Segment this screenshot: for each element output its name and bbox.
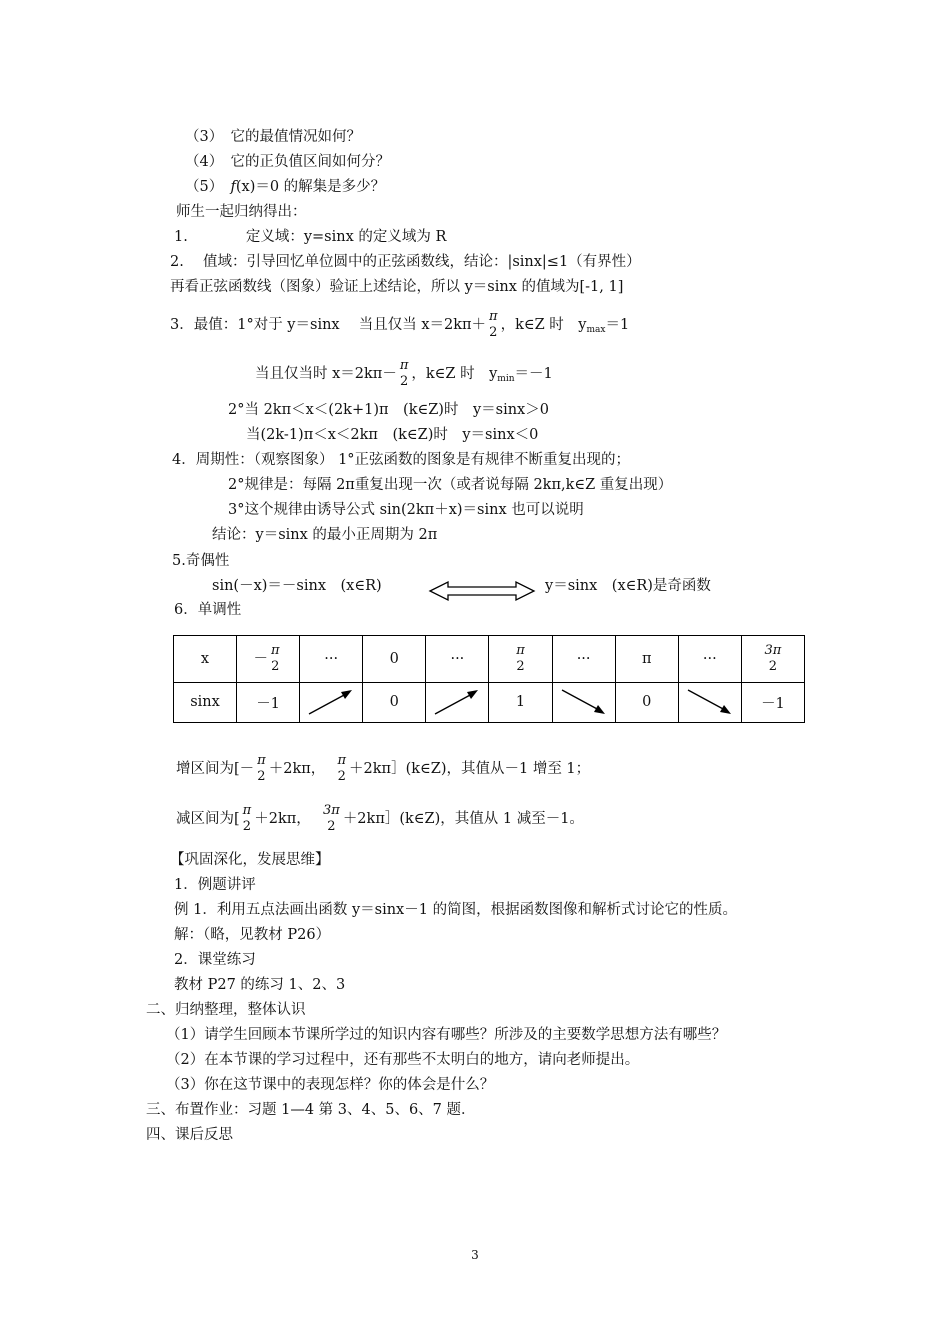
question-5-f: f (230, 179, 236, 195)
fraction-den: 2 (516, 658, 525, 674)
cell-dots: ··· (678, 636, 741, 683)
decreasing-interval-line (176, 800, 584, 838)
positive-interval-line: 2°当 2kπ＜x＜(2k+1)π (k∈Z)时 y＝sinx＞0 (228, 402, 549, 418)
cell-3pi-over-2 (741, 636, 804, 683)
cell-minus: － (253, 650, 269, 667)
fraction-3pi-over-2 (322, 803, 341, 835)
fraction-num: 3π (764, 642, 782, 658)
summary-item-2: （2）在本节课的学习过程中，还有那些不太明白的地方，请向老师提出。 (166, 1052, 640, 1068)
min-subscript: min (497, 374, 515, 384)
min-line (255, 355, 553, 398)
cell-decreasing (678, 682, 741, 722)
inc-text-a: 增区间为[－ (176, 761, 255, 777)
question-5-text: (x)＝0 的解集是多少？ (235, 179, 386, 195)
cell-decreasing (552, 682, 615, 722)
cell-minus-one: －1 (237, 682, 300, 722)
fraction-pi-over-2 (242, 803, 253, 835)
cell-pi: π (615, 636, 678, 683)
inc-text-b: ＋2kπ， (268, 761, 326, 777)
fraction-den: 2 (489, 325, 498, 340)
parity-left: sin(－x)＝－sinx (x∈R) (212, 578, 382, 594)
example-solution: 解：（略，见教材 P26） (174, 927, 331, 943)
fraction-pi-over-2 (515, 643, 526, 675)
fraction-num: π (242, 803, 252, 818)
increasing-interval-line (176, 750, 590, 788)
fraction-den: 2 (768, 658, 778, 674)
monotonicity-table (173, 635, 805, 723)
min-text-b: ，k∈Z 时 y (411, 366, 498, 382)
domain-line: 1. 定义域：y=sinx 的定义域为 R (174, 229, 447, 245)
row-label-sinx: sinx (174, 682, 237, 722)
increasing-arrow-icon (432, 687, 482, 717)
min-text-a: 当且仅当时 x＝2kπ－ (255, 366, 397, 382)
cell-neg-pi-over-2 (237, 636, 300, 683)
fraction-num: π (257, 753, 266, 768)
section-heading-homework: 三、布置作业：习题 1—4 第 3、4、5、6、7 题． (146, 1102, 476, 1118)
fraction-num: π (271, 642, 280, 658)
parity-right: y＝sinx (x∈R)是奇函数 (545, 578, 711, 594)
cell-one: 1 (489, 682, 552, 722)
inc-text-c: ＋2kπ］(k∈Z)，其值从－1 增至 1； (349, 761, 591, 777)
question-3: （3） 它的最值情况如何？ (185, 129, 361, 145)
fraction-num: π (399, 358, 409, 373)
example-1: 例 1．利用五点法画出函数 y＝sinx－1 的简图，根据函数图像和解析式讨论它的性质。 (174, 902, 738, 918)
range-line: 2. 值域：引导回忆单位圆中的正弦函数线，结论：|sinx|≤1（有界性） (170, 254, 641, 270)
negative-interval-line: 当(2k-1)π＜x＜2kπ (k∈Z)时 y＝sinx＜0 (246, 427, 539, 443)
summary-line: 师生一起归纳得出： (176, 204, 307, 220)
dec-text-a: 减区间为[ (176, 811, 240, 827)
fraction-pi-over-2 (488, 309, 499, 341)
cell-dots: ··· (426, 636, 489, 683)
table-row-x (174, 636, 805, 683)
parity-heading: 5.奇偶性 (172, 553, 230, 569)
question-5 (185, 177, 385, 197)
fraction-den: 2 (327, 819, 336, 834)
min-text-c: ＝－1 (514, 366, 553, 382)
max-text-c: ＝1 (605, 317, 630, 333)
cell-zero: 0 (363, 636, 426, 683)
cell-increasing (426, 682, 489, 722)
fraction-num: 3π (322, 803, 340, 818)
range-line-2: 再看正弦函数线（图象）验证上述结论，所以 y＝sinx 的值域为[-1, 1] (170, 279, 624, 295)
monotonic-heading: 6．单调性 (174, 602, 242, 618)
double-arrow-icon (428, 580, 536, 602)
cell-zero: 0 (615, 682, 678, 722)
max-subscript: max (586, 325, 606, 335)
cell-minus-one: －1 (741, 682, 804, 722)
cell-zero: 0 (363, 682, 426, 722)
summary-item-3: （3）你在这节课中的表现怎样？你的体会是什么？ (166, 1077, 495, 1093)
cell-pi-over-2 (489, 636, 552, 683)
question-4: （4） 它的正负值区间如何分？ (185, 154, 390, 170)
cell-dots: ··· (300, 636, 363, 683)
max-line (170, 306, 629, 349)
dec-text-b: ＋2kπ， (254, 811, 311, 827)
decreasing-arrow-icon (559, 687, 609, 717)
question-5-prefix: （5） (185, 179, 231, 195)
page-number: 3 (471, 1248, 479, 1262)
fraction-3pi-over-2 (764, 643, 783, 675)
fraction-pi-over-2 (336, 753, 347, 785)
dec-text-c: ＋2kπ］(k∈Z)，其值从 1 减至－1。 (342, 811, 584, 827)
period-line-3: 3°这个规律由诱导公式 sin(2kπ＋x)＝sinx 也可以说明 (228, 502, 584, 518)
section-heading-consolidation: 【巩固深化，发展思维】 (170, 852, 330, 868)
period-line-2: 2°规律是：每隔 2π重复出现一次（或者说每隔 2kπ,k∈Z 重复出现） (228, 477, 673, 493)
fraction-num: π (337, 753, 347, 768)
fraction-den: 2 (257, 769, 266, 784)
cell-dots: ··· (552, 636, 615, 683)
summary-item-1: （1）请学生回顾本节课所学过的知识内容有哪些？所涉及的主要数学思想方法有哪些？ (166, 1027, 727, 1043)
max-text-a: 3．最值：1°对于 y＝sinx 当且仅当 x＝2kπ＋ (170, 317, 487, 333)
fraction-den: 2 (242, 819, 252, 834)
increasing-arrow-icon (306, 687, 356, 717)
decreasing-arrow-icon (685, 687, 735, 717)
fraction-pi-over-2 (256, 753, 267, 785)
section-heading-reflection: 四、课后反思 (146, 1127, 233, 1143)
fraction-pi-over-2 (399, 358, 410, 390)
example-heading: 1．例题讲评 (174, 877, 256, 893)
fraction-den: 2 (271, 658, 280, 674)
row-label-x: x (174, 636, 237, 683)
max-text-b: ，k∈Z 时 y (500, 317, 587, 333)
section-heading-summary: 二、归纳整理，整体认识 (146, 1002, 306, 1018)
fraction-num: π (489, 309, 498, 324)
practice-heading: 2．课堂练习 (174, 952, 256, 968)
practice-text: 教材 P27 的练习 1、2、3 (174, 977, 346, 993)
fraction-pi-over-2 (270, 643, 281, 675)
period-line: 4．周期性：（观察图象） 1°正弦函数的图象是有规律不断重复出现的； (172, 452, 631, 468)
fraction-den: 2 (399, 374, 409, 389)
cell-increasing (300, 682, 363, 722)
fraction-den: 2 (337, 769, 346, 784)
table-row-sinx (174, 682, 805, 722)
fraction-num: π (516, 642, 525, 658)
period-conclusion: 结论：y＝sinx 的最小正周期为 2π (212, 527, 438, 543)
